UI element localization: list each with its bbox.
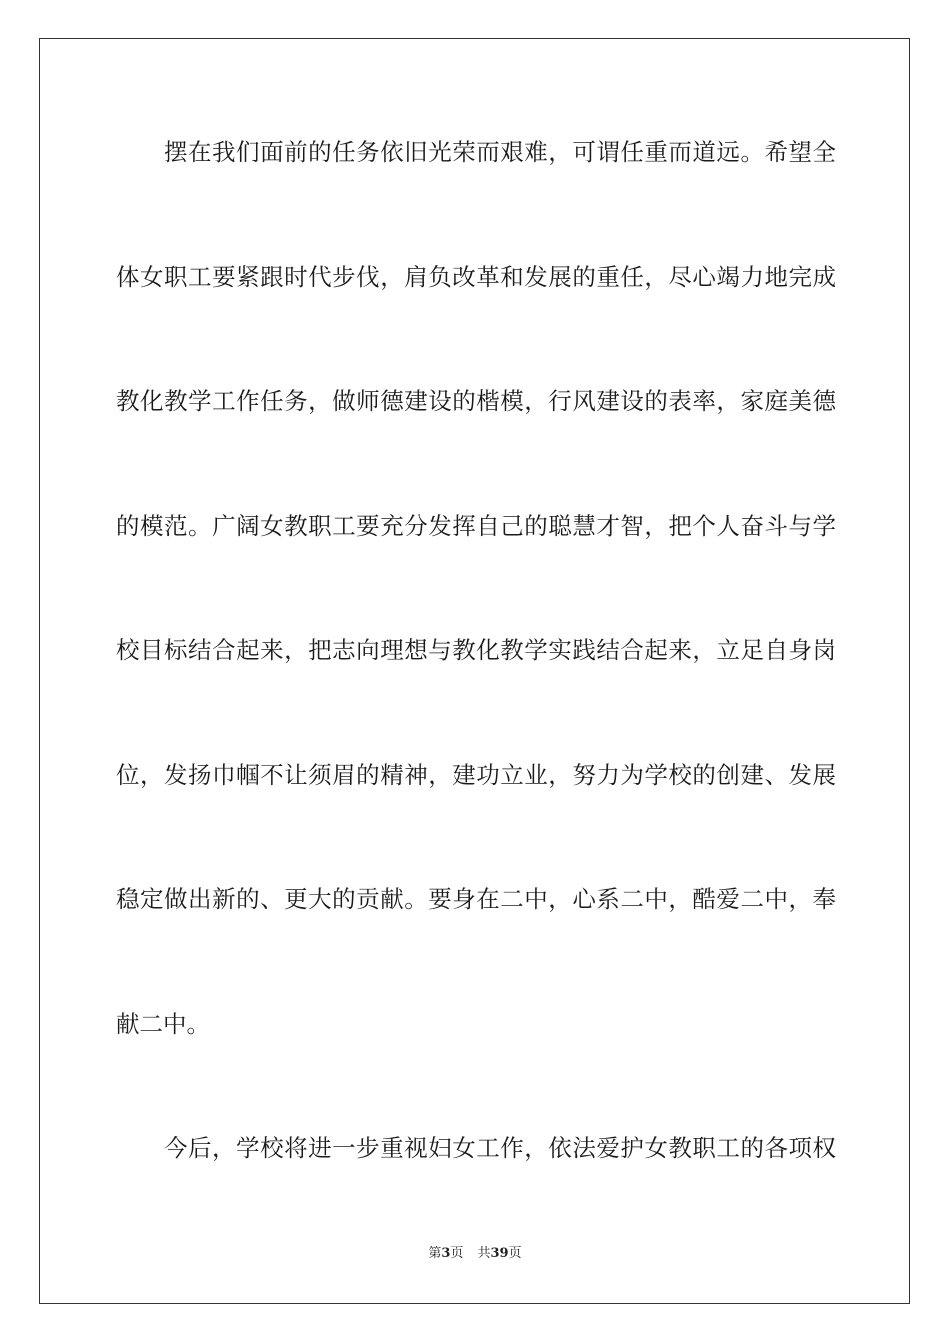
paragraph-1-line-3: 教化教学工作任务，做师德建设的楷模，行风建设的表率，家庭美德 bbox=[116, 387, 836, 415]
paragraph-1-line-6: 位，发扬巾帼不让须眉的精神，建功立业，努力为学校的创建、发展 bbox=[116, 761, 836, 789]
total-suffix: 页 bbox=[508, 1246, 522, 1261]
paragraph-1-line-1: 摆在我们面前的任务依旧光荣而艰难，可谓任重而道远。希望全 bbox=[164, 138, 836, 166]
page-footer bbox=[0, 1245, 950, 1263]
page-suffix: 页 bbox=[450, 1246, 464, 1261]
total-pages: 39 bbox=[490, 1246, 509, 1261]
page-prefix: 第 bbox=[428, 1246, 442, 1261]
paragraph-1-line-8: 献二中。 bbox=[116, 1010, 210, 1038]
total-prefix: 共 bbox=[477, 1246, 491, 1261]
page-number: 3 bbox=[441, 1246, 451, 1261]
paragraph-1-line-7: 稳定做出新的、更大的贡献。要身在二中，心系二中，酷爱二中，奉 bbox=[116, 885, 836, 913]
paragraph-1-line-2: 体女职工要紧跟时代步伐，肩负改革和发展的重任，尽心竭力地完成 bbox=[116, 263, 836, 291]
paragraph-1-line-5: 校目标结合起来，把志向理想与教化教学实践结合起来，立足自身岗 bbox=[116, 636, 836, 664]
paragraph-2-line-1: 今后，学校将进一步重视妇女工作，依法爱护女教职工的各项权 bbox=[164, 1134, 836, 1162]
paragraph-1-line-4: 的模范。广阔女教职工要充分发挥自己的聪慧才智，把个人奋斗与学 bbox=[116, 512, 836, 540]
page-frame bbox=[39, 38, 910, 1304]
